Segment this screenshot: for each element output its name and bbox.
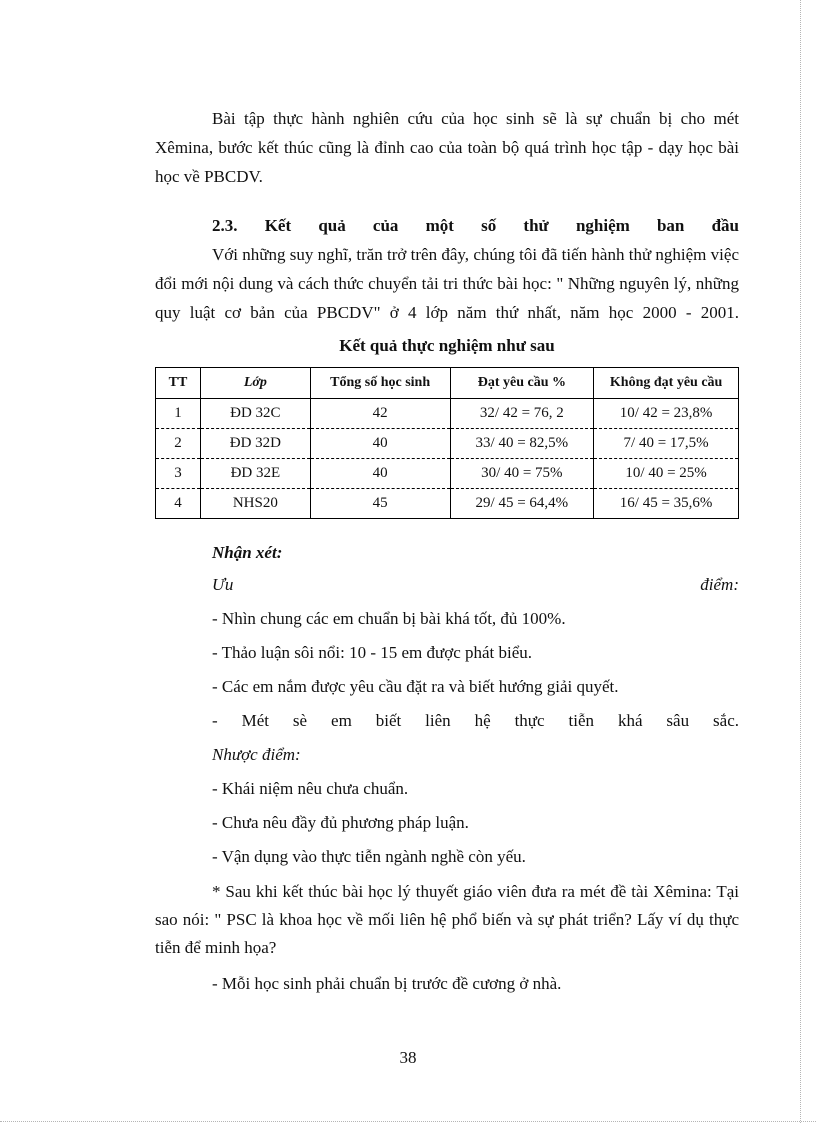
cell-class: ĐD 32E [200, 459, 310, 489]
cell-tt: 4 [156, 489, 201, 519]
cell-pass: 30/ 40 = 75% [450, 459, 594, 489]
remarks-title: Nhận xét: [212, 543, 283, 562]
closing-paragraph: * Sau khi kết thúc bài học lý thuyết giáo viên đưa ra mét đề tài Xêmina: Tại sao nói: " PSC là khoa học về mối liên hệ phổ biến và sự phát triển? Lấy ví dụ thực tiễn để minh họa? [155, 882, 739, 957]
table-row [156, 399, 739, 429]
header-tt: TT [156, 368, 201, 399]
header-class: Lớp [200, 368, 310, 399]
table-row [156, 489, 739, 519]
table-title: Kết quả thực nghiệm như sau [339, 336, 555, 355]
cell-tt: 3 [156, 459, 201, 489]
cell-class: ĐD 32C [200, 399, 310, 429]
closing-line: - Mỗi học sinh phải chuẩn bị trước đề cương ở nhà. [212, 974, 562, 993]
cell-total: 40 [310, 429, 450, 459]
disadvantage-item: - Vận dụng vào thực tiễn ngành nghề còn yếu. [212, 847, 526, 866]
cell-total: 40 [310, 459, 450, 489]
header-total-students: Tổng số học sinh [310, 368, 450, 399]
page-border-right [800, 0, 802, 1123]
cell-total: 42 [310, 399, 450, 429]
advantage-item: - Nhìn chung các em chuẩn bị bài khá tốt, đủ 100%. [212, 609, 566, 628]
cell-pass: 32/ 42 = 76, 2 [450, 399, 594, 429]
advantage-item: - Các em nắm được yêu cầu đặt ra và biết hướng giải quyết. [212, 677, 619, 696]
disadvantage-item: - Khái niệm nêu chưa chuẩn. [212, 779, 409, 798]
table-row [156, 459, 739, 489]
advantages-label: Ưu điểm: [212, 575, 739, 594]
cell-fail: 10/ 40 = 25% [594, 459, 739, 489]
cell-fail: 7/ 40 = 17,5% [594, 429, 739, 459]
remarks-section [155, 537, 739, 874]
advantage-item: - Mét sè em biết liên hệ thực tiễn khá sâu sắc. [212, 711, 739, 730]
cell-pass: 33/ 40 = 82,5% [450, 429, 594, 459]
disadvantages-label: Nhược điểm: [212, 745, 301, 764]
cell-tt: 1 [156, 399, 201, 429]
section-heading: 2.3. Kết quả của một số thử nghiệm ban đầu [212, 216, 739, 235]
cell-pass: 29/ 45 = 64,4% [450, 489, 594, 519]
header-pass-percent: Đạt yêu cầu % [450, 368, 594, 399]
disadvantage-item: - Chưa nêu đầy đủ phương pháp luận. [212, 813, 469, 832]
table-header-row [156, 368, 739, 399]
results-table [155, 367, 739, 519]
cell-tt: 2 [156, 429, 201, 459]
cell-class: NHS20 [200, 489, 310, 519]
page-number: 38 [399, 1048, 417, 1067]
intro-paragraph: Bài tập thực hành nghiên cứu của học sinh sẽ là sự chuẩn bị cho mét Xêmina, bước kết thúc cũng là đỉnh cao của toàn bộ quá trình học tập - dạy học bài học về PBCDV. [155, 109, 739, 186]
section-paragraph: Với những suy nghĩ, trăn trở trên đây, chúng tôi đã tiến hành thử nghiệm việc đổi mới nội dung và cách thức chuyển tải tri thức bài học: " Những nguyên lý, những quy luật cơ bản của PBCDV" ở 4 lớp năm thứ nhất, năm học 2000 - 2001. [155, 245, 739, 322]
cell-total: 45 [310, 489, 450, 519]
cell-class: ĐD 32D [200, 429, 310, 459]
closing-section [155, 878, 739, 998]
table-row [156, 429, 739, 459]
cell-fail: 16/ 45 = 35,6% [594, 489, 739, 519]
document-page [155, 104, 739, 998]
cell-fail: 10/ 42 = 23,8% [594, 399, 739, 429]
advantage-item: - Thảo luận sôi nổi: 10 - 15 em được phát biểu. [212, 643, 533, 662]
header-fail: Không đạt yêu cầu [594, 368, 739, 399]
